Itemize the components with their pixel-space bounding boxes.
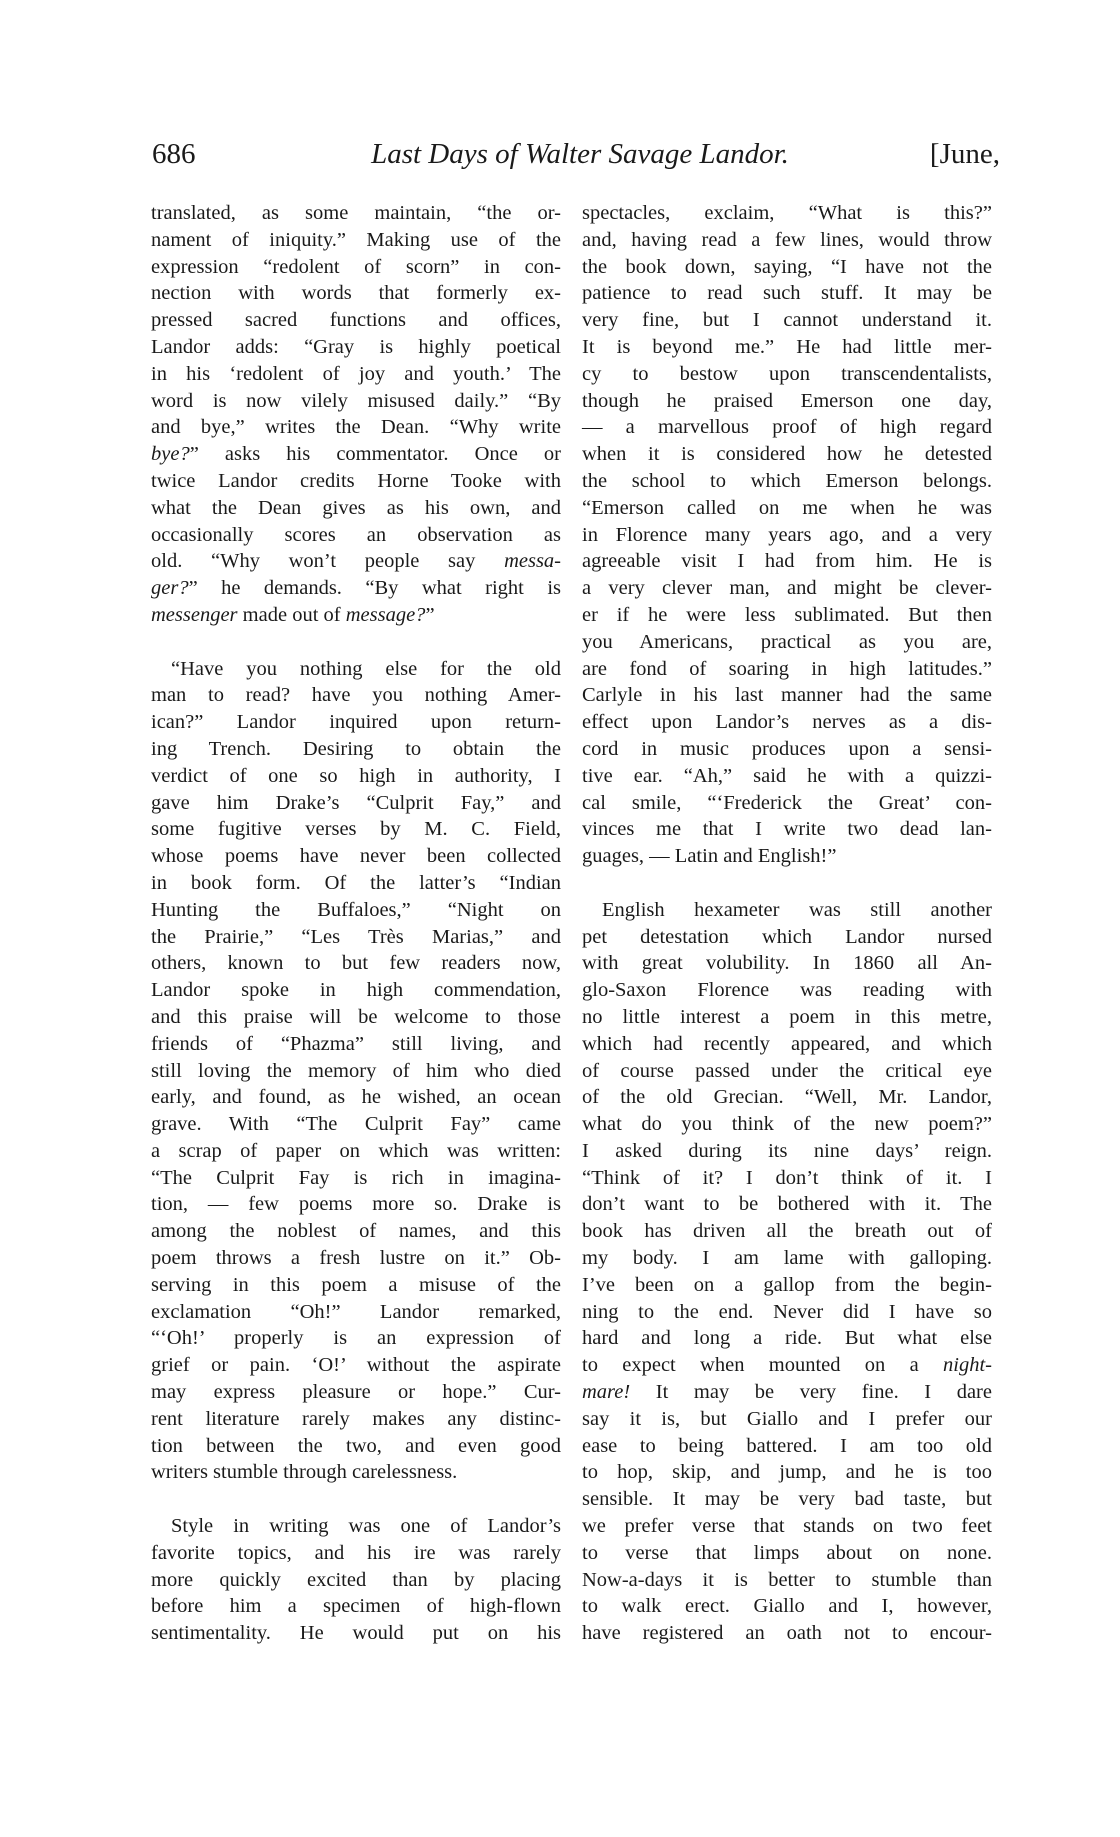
text-segment: cord in music produces upon a sensi- <box>582 737 992 760</box>
text-line <box>151 897 561 924</box>
text-segment: It may be very fine. I dare <box>630 1381 992 1404</box>
text-segment: and this praise will be welcome to those <box>151 1005 561 1028</box>
text-line <box>582 1325 992 1352</box>
text-line <box>582 682 992 709</box>
text-segment: guages, — Latin and English!” <box>582 845 837 868</box>
text-segment: you Americans, practical as you are, <box>582 630 992 653</box>
text-segment: Now-a-days it is better to stumble than <box>582 1568 992 1591</box>
text-line <box>582 388 992 415</box>
text-line <box>582 334 992 361</box>
text-segment: cy to bestow upon transcendentalists, <box>582 362 992 385</box>
text-line <box>151 790 561 817</box>
text-line <box>151 1138 561 1165</box>
text-line <box>151 361 561 388</box>
text-segment: Carlyle in his last manner had the same <box>582 684 992 707</box>
text-line <box>151 1165 561 1192</box>
text-line <box>582 1299 992 1326</box>
text-segment: nament of iniquity.” Making use of the <box>151 228 561 251</box>
text-segment: of course passed under the critical eye <box>582 1059 992 1082</box>
text-line <box>582 1272 992 1299</box>
text-segment: vinces me that I write two dead lan- <box>582 818 992 841</box>
text-segment: what the Dean gives as his own, and <box>151 496 561 519</box>
text-segment: twice Landor credits Horne Tooke with <box>151 469 561 492</box>
text-line <box>582 790 992 817</box>
text-line <box>151 656 561 683</box>
text-segment: a scrap of paper on which was written: <box>151 1139 561 1162</box>
text-line <box>151 924 561 951</box>
text-segment: may express pleasure or hope.” Cur- <box>151 1381 561 1404</box>
text-line <box>582 656 992 683</box>
text-segment: and bye,” writes the Dean. “Why write <box>151 416 561 439</box>
text-line <box>151 1379 561 1406</box>
text-segment: to hop, skip, and jump, and he is too <box>582 1461 992 1484</box>
text-line <box>582 629 992 656</box>
text-segment: before him a specimen of high-flown <box>151 1595 561 1618</box>
text-line <box>151 1513 561 1540</box>
text-segment: a very clever man, and might be clever- <box>582 577 992 600</box>
text-line <box>582 897 992 924</box>
text-segment: Landor spoke in high commendation, <box>151 979 561 1002</box>
text-segment: gave him Drake’s “Culprit Fay,” and <box>151 791 561 814</box>
text-line <box>582 1540 992 1567</box>
text-segment: ican?” Landor inquired upon return- <box>151 711 561 734</box>
text-line <box>151 495 561 522</box>
text-segment: which had recently appeared, and which <box>582 1032 992 1055</box>
text-line <box>582 1084 992 1111</box>
text-line <box>582 1138 992 1165</box>
text-segment: exclamation “Oh!” Landor remarked, <box>151 1300 561 1323</box>
text-line <box>151 1272 561 1299</box>
text-line <box>582 1218 992 1245</box>
italic-text: mare! <box>582 1381 631 1404</box>
text-segment: my body. I am lame with galloping. <box>582 1247 992 1270</box>
text-line <box>582 1513 992 1540</box>
text-segment: though he praised Emerson one day, <box>582 389 992 412</box>
running-title: Last Days of Walter Savage Landor. <box>371 138 789 170</box>
text-segment: book has driven all the breath out of <box>582 1220 992 1243</box>
text-segment: nection with words that formerly ex- <box>151 282 561 305</box>
text-line <box>151 709 561 736</box>
text-segment: translated, as some maintain, “the or- <box>151 202 561 224</box>
text-segment: old. “Why won’t people say <box>151 550 505 573</box>
text-line <box>582 280 992 307</box>
text-line <box>151 816 561 843</box>
text-segment: grave. With “The Culprit Fay” came <box>151 1113 561 1136</box>
text-segment: It is beyond me.” He had little mer- <box>582 335 992 358</box>
text-line <box>582 1004 992 1031</box>
text-line <box>151 1620 561 1647</box>
text-segment: “Have you nothing else for the old <box>171 657 561 680</box>
text-segment: er if he were less sublimated. But then <box>582 603 992 626</box>
text-segment: in Florence many years ago, and a very <box>582 523 992 546</box>
text-segment: ease to being battered. I am too old <box>582 1434 992 1457</box>
text-segment: friends of “Phazma” still living, and <box>151 1032 561 1055</box>
text-line <box>582 227 992 254</box>
text-segment: hard and long a ride. But what else <box>582 1327 992 1350</box>
text-segment: when it is considered how he detested <box>582 443 992 466</box>
text-line <box>151 200 561 227</box>
text-segment: to expect when mounted on a <box>582 1354 944 1377</box>
text-line <box>582 763 992 790</box>
text-segment: agreeable visit I had from him. He is <box>582 550 992 573</box>
paragraph-gap <box>582 870 992 897</box>
text-segment: the school to which Emerson belongs. <box>582 469 992 492</box>
text-segment: of the old Grecian. “Well, Mr. Landor, <box>582 1086 992 1109</box>
text-line <box>582 522 992 549</box>
text-line <box>582 468 992 495</box>
text-segment: English hexameter was still another <box>602 898 992 921</box>
text-line <box>151 1459 561 1486</box>
text-line <box>582 816 992 843</box>
text-line <box>151 1352 561 1379</box>
text-segment: favorite topics, and his ire was rarely <box>151 1541 561 1564</box>
text-segment: “‘Oh!’ properly is an expression of <box>151 1327 561 1350</box>
text-segment: spectacles, exclaim, “What is this?” <box>582 202 992 224</box>
text-line <box>582 1111 992 1138</box>
text-line <box>151 1191 561 1218</box>
text-line <box>582 1379 992 1406</box>
text-segment: among the noblest of names, and this <box>151 1220 561 1243</box>
right-column <box>582 200 992 1647</box>
text-line <box>582 361 992 388</box>
text-segment: ning to the end. Never did I have so <box>582 1300 992 1323</box>
text-line <box>151 1299 561 1326</box>
text-line <box>582 950 992 977</box>
text-line <box>582 495 992 522</box>
text-line <box>151 1218 561 1245</box>
text-line <box>582 414 992 441</box>
text-segment: and, having read a few lines, would throw <box>582 228 992 251</box>
text-segment: still loving the memory of him who died <box>151 1059 561 1082</box>
text-segment: word is now vilely misused daily.” “By <box>151 389 561 412</box>
text-line <box>151 843 561 870</box>
text-line <box>151 1245 561 1272</box>
text-segment: ing Trench. Desiring to obtain the <box>151 737 561 760</box>
text-segment: tion, — few poems more so. Drake is <box>151 1193 561 1216</box>
text-segment: to verse that limps about on none. <box>582 1541 992 1564</box>
text-line <box>151 441 561 468</box>
text-segment: tive ear. “Ah,” said he with a quizzi- <box>582 764 992 787</box>
text-segment: don’t want to be bothered with it. The <box>582 1193 992 1216</box>
text-segment: verdict of one so high in authority, I <box>151 764 561 787</box>
text-segment: “The Culprit Fay is rich in imagina- <box>151 1166 561 1189</box>
text-segment: are fond of soaring in high latitudes.” <box>582 657 992 680</box>
text-segment: glo-Saxon Florence was reading with <box>582 979 992 1002</box>
text-line <box>582 548 992 575</box>
text-line <box>582 1567 992 1594</box>
text-line <box>582 200 992 227</box>
text-segment: what do you think of the new poem?” <box>582 1113 992 1136</box>
text-segment: the book down, saying, “I have not the <box>582 255 992 278</box>
text-segment: in book form. Of the latter’s “Indian <box>151 871 561 894</box>
text-line <box>582 441 992 468</box>
text-line <box>582 1486 992 1513</box>
text-line <box>151 227 561 254</box>
text-segment: ” he demands. “By what right is <box>188 577 561 600</box>
text-segment: serving in this poem a misuse of the <box>151 1273 561 1296</box>
text-line <box>582 736 992 763</box>
text-line <box>151 548 561 575</box>
italic-text: night- <box>943 1354 992 1377</box>
italic-text: bye? <box>151 443 190 466</box>
text-segment: have registered an oath not to encour- <box>582 1622 992 1645</box>
text-segment: Style in writing was one of Landor’s <box>171 1515 561 1538</box>
text-line <box>582 1191 992 1218</box>
text-segment: tion between the two, and even good <box>151 1434 561 1457</box>
text-line <box>582 254 992 281</box>
text-line <box>151 1593 561 1620</box>
text-segment: some fugitive verses by M. C. Field, <box>151 818 561 841</box>
text-line <box>582 1352 992 1379</box>
text-segment: I asked during its nine days’ reign. <box>582 1139 992 1162</box>
text-segment: rent literature rarely makes any distinc- <box>151 1407 561 1430</box>
text-line <box>151 1406 561 1433</box>
text-line <box>582 575 992 602</box>
text-segment: made out of <box>237 603 346 626</box>
text-line <box>151 307 561 334</box>
text-line <box>151 1004 561 1031</box>
text-line <box>582 307 992 334</box>
text-line <box>582 1459 992 1486</box>
text-segment: Hunting the Buffaloes,” “Night on <box>151 898 561 921</box>
text-segment: no little interest a poem in this metre, <box>582 1005 992 1028</box>
italic-text: messenger <box>151 603 238 626</box>
text-line <box>151 388 561 415</box>
text-line <box>151 1540 561 1567</box>
text-segment: I’ve been on a gallop from the begin- <box>582 1273 992 1296</box>
text-line <box>151 682 561 709</box>
text-line <box>582 709 992 736</box>
text-segment: with great volubility. In 1860 all An- <box>582 952 992 975</box>
text-line <box>151 1433 561 1460</box>
text-segment: poem throws a fresh lustre on it.” Ob- <box>151 1247 561 1270</box>
text-line <box>151 1111 561 1138</box>
text-segment: writers stumble through carelessness. <box>151 1461 458 1484</box>
text-segment: “Think of it? I don’t think of it. I <box>582 1166 992 1189</box>
text-line <box>582 1433 992 1460</box>
text-segment: — a marvellous proof of high regard <box>582 416 992 439</box>
text-segment: “Emerson called on me when he was <box>582 496 992 519</box>
text-segment: cal smile, “‘Frederick the Great’ con- <box>582 791 992 814</box>
text-line <box>151 602 561 629</box>
text-line <box>151 254 561 281</box>
text-line <box>151 280 561 307</box>
text-segment: patience to read such stuff. It may be <box>582 282 992 305</box>
text-line <box>151 1567 561 1594</box>
text-segment: whose poems have never been collected <box>151 845 561 868</box>
text-segment: sensible. It may be very bad taste, but <box>582 1488 992 1511</box>
text-line <box>582 843 992 870</box>
text-line <box>582 977 992 1004</box>
text-segment: pressed sacred functions and offices, <box>151 309 561 332</box>
text-segment: grief or pain. ‘O!’ without the aspirate <box>151 1354 561 1377</box>
text-segment: pet detestation which Landor nursed <box>582 925 992 948</box>
paragraph-gap <box>151 1486 561 1513</box>
text-line <box>151 414 561 441</box>
text-line <box>582 1406 992 1433</box>
text-line <box>151 468 561 495</box>
text-segment: man to read? have you nothing Amer- <box>151 684 561 707</box>
text-line <box>582 924 992 951</box>
text-segment: others, known to but few readers now, <box>151 952 561 975</box>
text-line <box>582 1620 992 1647</box>
text-line <box>151 1084 561 1111</box>
italic-text: ger? <box>151 577 189 600</box>
text-segment: sentimentality. He would put on his <box>151 1622 561 1645</box>
text-line <box>151 1058 561 1085</box>
text-segment: very fine, but I cannot understand it. <box>582 309 992 332</box>
text-line <box>151 977 561 1004</box>
text-segment: effect upon Landor’s nerves as a dis- <box>582 711 992 734</box>
running-month: [June, <box>929 138 1000 170</box>
text-line <box>151 763 561 790</box>
text-line <box>582 1031 992 1058</box>
text-line <box>151 1031 561 1058</box>
text-segment: in his ‘redolent of joy and youth.’ The <box>151 362 561 385</box>
text-line <box>151 575 561 602</box>
text-segment: occasionally scores an observation as <box>151 523 561 546</box>
text-segment: early, and found, as he wished, an ocean <box>151 1086 561 1109</box>
text-line <box>582 602 992 629</box>
text-segment: the Prairie,” “Les Très Marias,” and <box>151 925 561 948</box>
text-line <box>582 1165 992 1192</box>
text-line <box>151 870 561 897</box>
paragraph-gap <box>151 629 561 656</box>
text-line <box>151 334 561 361</box>
text-segment: say it is, but Giallo and I prefer our <box>582 1407 992 1430</box>
italic-text: messa- <box>504 550 561 573</box>
text-line <box>151 736 561 763</box>
text-segment: Landor adds: “Gray is highly poetical <box>151 335 561 358</box>
text-line <box>582 1593 992 1620</box>
text-segment: expression “redolent of scorn” in con- <box>151 255 561 278</box>
text-segment: to walk erect. Giallo and I, however, <box>582 1595 992 1618</box>
text-segment: more quickly excited than by placing <box>151 1568 561 1591</box>
text-segment: we prefer verse that stands on two feet <box>582 1515 992 1538</box>
text-line <box>582 1245 992 1272</box>
italic-text: message? <box>345 603 426 626</box>
left-column <box>151 200 561 1647</box>
page-number: 686 <box>152 138 196 170</box>
text-line <box>151 522 561 549</box>
text-line <box>151 950 561 977</box>
text-line <box>582 1058 992 1085</box>
text-line <box>151 1325 561 1352</box>
text-segment: ” <box>425 603 435 626</box>
text-segment: ” asks his commentator. Once or <box>189 443 561 466</box>
